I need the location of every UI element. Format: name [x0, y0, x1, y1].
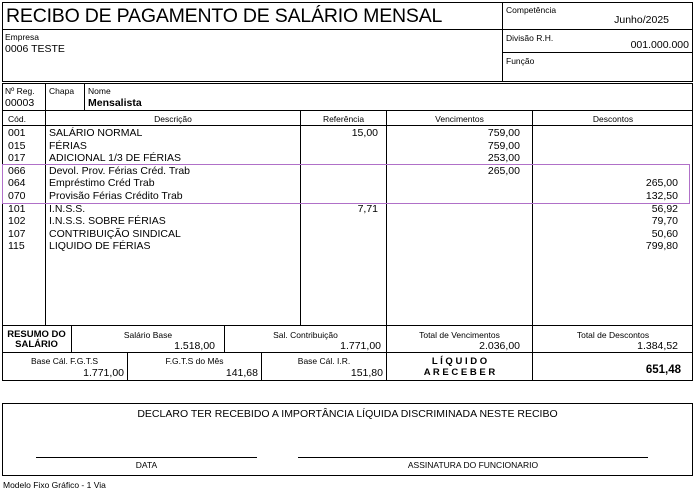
empresa-value: 0006 TESTE	[5, 43, 65, 55]
row-cod: 001	[8, 127, 26, 139]
total-desc-label: Total de Descontos	[576, 330, 650, 340]
resumo-label: SALÁRIO	[15, 339, 58, 350]
row-description: FÉRIAS	[49, 139, 87, 152]
header-descontos: Descontos	[592, 114, 634, 124]
base-ir-value: 151,80	[350, 367, 383, 379]
row-description: SALÁRIO NORMAL	[49, 127, 143, 139]
row-description: ADICIONAL 1/3 DE FÉRIAS	[49, 152, 182, 165]
resumo-label: RESUMO DO	[7, 329, 66, 340]
table-header-line	[2, 125, 693, 126]
row-reference: 15,00	[351, 127, 378, 139]
sal-contrib-value: 1.771,00	[340, 340, 381, 352]
row-cod: 115	[8, 240, 25, 253]
row-cod: 101	[8, 202, 26, 215]
nome-value: Mensalista	[88, 97, 142, 109]
declaration-text: DECLARO TER RECEBIDO A IMPORTÂNCIA LÍQUIDA DISCRIMINADA NESTE RECIBO	[137, 408, 558, 420]
divisao-value: 001.000.000	[630, 39, 689, 51]
row-cod: 066	[8, 164, 26, 177]
row-deduction: 50,60	[651, 227, 678, 240]
divisao-label: Divisão R.H.	[506, 33, 554, 43]
header-line	[502, 52, 693, 53]
page-title: RECIBO DE PAGAMENTO DE SALÁRIO MENSAL	[6, 5, 443, 27]
liquido-label: A R E C E B E R	[423, 367, 496, 378]
employee-divider	[45, 83, 46, 110]
row-description: I.N.S.S. SOBRE FÉRIAS	[49, 215, 166, 228]
row-cod: 070	[8, 190, 26, 202]
header-cod: Cód.	[8, 114, 26, 124]
table-column-divider	[45, 110, 46, 325]
row-deduction: 799,80	[645, 240, 678, 253]
row-description: Provisão Férias Crédito Trab	[49, 190, 183, 202]
reg-label: Nº Reg.	[5, 86, 35, 96]
competencia-value: Junho/2025	[614, 14, 669, 26]
header-line	[2, 29, 693, 30]
row-deduction: 56,92	[651, 202, 678, 215]
total-venc-label: Total de Vencimentos	[419, 330, 500, 340]
row-earning: 759,00	[487, 127, 520, 139]
row-description: CONTRIBUIÇÃO SINDICAL	[49, 227, 181, 240]
employee-signature-line	[298, 457, 648, 458]
highlight-box	[2, 164, 690, 204]
row-earning: 265,00	[487, 164, 520, 177]
fgts-mes-label: F.G.T.S do Mês	[165, 356, 224, 366]
fgts-mes-value: 141,68	[225, 367, 258, 379]
summary-middle-line	[2, 352, 693, 353]
table-column-divider	[300, 110, 301, 325]
sal-contrib-label: Sal. Contribuição	[273, 330, 338, 340]
date-label: DATA	[135, 460, 158, 470]
total-desc-value: 1.384,52	[637, 340, 678, 352]
row-description: I.N.S.S.	[49, 202, 86, 215]
base-fgts-label: Base Cál. F.G.T.S	[30, 356, 99, 366]
employee-divider	[84, 83, 85, 110]
summary-top-line	[2, 325, 693, 326]
row-description: Empréstimo Créd Trab	[49, 177, 155, 190]
salario-base-value: 1.518,00	[174, 340, 215, 352]
nome-label: Nome	[88, 86, 111, 96]
base-fgts-value: 1.771,00	[83, 367, 124, 379]
row-cod: 015	[8, 139, 26, 152]
row-description: LIQUIDO DE FÉRIAS	[49, 240, 151, 253]
signature-label: ASSINATURA DO FUNCIONARIO	[407, 460, 539, 470]
header-divider	[502, 2, 503, 82]
header-referencia: Referência	[322, 114, 365, 124]
empresa-label: Empresa	[5, 32, 40, 42]
reg-value: 00003	[5, 97, 35, 109]
row-cod: 017	[8, 152, 26, 165]
total-venc-value: 2.036,00	[479, 340, 520, 352]
row-cod: 107	[8, 227, 26, 240]
header-vencimentos: Vencimentos	[435, 114, 484, 124]
funcao-label: Função	[506, 56, 535, 66]
header-descricao: Descrição	[154, 114, 192, 124]
chapa-label: Chapa	[49, 86, 75, 96]
row-deduction: 132,50	[645, 190, 678, 202]
row-cod: 064	[8, 177, 26, 190]
date-signature-line	[36, 457, 257, 458]
liquido-value: 651,48	[645, 364, 681, 376]
model-footer-text: Modelo Fixo Gráfico - 1 Via	[3, 480, 106, 490]
row-cod: 102	[8, 215, 26, 228]
row-earning: 759,00	[487, 139, 520, 152]
base-ir-label: Base Cál. I.R.	[297, 356, 351, 366]
row-reference: 7,71	[357, 202, 378, 215]
competencia-label: Competência	[506, 5, 557, 15]
row-deduction: 265,00	[645, 177, 678, 190]
row-deduction: 79,70	[651, 215, 678, 228]
row-earning: 253,00	[487, 152, 520, 165]
liquido-label: L Í Q U I D O	[431, 356, 488, 367]
salario-base-label: Salário Base	[123, 330, 173, 340]
employee-row-line	[2, 110, 693, 111]
row-description: Devol. Prov. Férias Créd. Trab	[49, 164, 191, 177]
